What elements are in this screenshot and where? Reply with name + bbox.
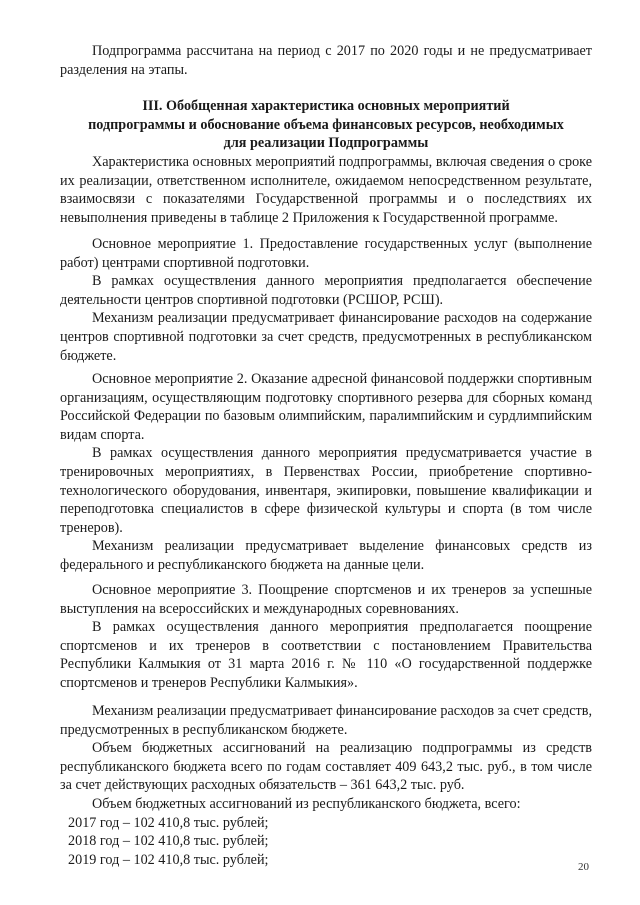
years-list [60,814,592,870]
year-item: 2017 год – 102 410,8 тыс. рублей; [68,814,269,831]
page-number: 20 [578,861,589,873]
intro-paragraph [60,42,592,79]
section-heading-line-2: подпрограммы и обоснование объема финансовых ресурсов, необходимых [88,116,564,133]
budget-volume-text: Объем бюджетных ассигнований на реализацию подпрограммы из средств республиканского бюджета всего по годам составляет 409 643,2 тыс. руб., в том числе за счет действующих расходных обязательств – 361 643,2 тыс. руб. [60,740,592,794]
measure-1-title: Основное мероприятие 1. Предоставление государственных услуг (выполнение работ) центрами спортивной подготовки. [60,236,592,271]
characteristic-paragraph [60,153,592,227]
measure-3-title: Основное мероприятие 3. Поощрение спортсменов и их тренеров за успешные выступления на всероссийских и международных соревнованиях. [60,582,592,617]
final-mechanism-text: Механизм реализации предусматривает финансирование расходов за счет средств, предусмотренных в республиканском бюджете. [60,703,592,738]
year-item: 2018 год – 102 410,8 тыс. рублей; [68,833,269,850]
intro-text: Подпрограмма рассчитана на период с 2017 по 2020 годы и не предусматривает разделения на этапы. [60,43,592,78]
measure-1-text: В рамках осуществления данного мероприятия предполагается обеспечение деятельности центров спортивной подготовки (РСШОР, РСШ). [60,273,592,308]
measure-3 [60,581,592,693]
section-heading [60,97,592,153]
measure-2-title: Основное мероприятие 2. Оказание адресной финансовой поддержки спортивным организациям, осуществляющим подготовку спортивного резерва для сборных команд Российской Федерации по базовым олимпийским, паралимпийским и сурдлимпийским видам спорта. [60,371,592,443]
measure-2-text: В рамках осуществления данного мероприятия предусматривается участие в тренировочных мероприятиях, в Первенствах России, приобретение спортивно-технологического оборудования, инвентаря, экипировки, повышение квалификации и переподготовка специалистов в сфере физической культуры и спорта (в том числе тренеров). [60,445,592,536]
section-heading-line-1: III. Обобщенная характеристика основных мероприятий [142,98,510,114]
measure-1 [60,235,592,365]
measure-3-text: В рамках осуществления данного мероприятия предполагается поощрение спортсменов и их тренеров в соответствии с постановлением Правительства Республики Калмыкия от 31 марта 2016 г. № 110 «О государственной поддержке спортсменов и тренеров Республики Калмыкия». [60,619,592,691]
characteristic-text: Характеристика основных мероприятий подпрограммы, включая сведения о сроке их реализации, ответственном исполнителе, ожидаемом непосредственном результате, взаимосвязи с показателями Государственной программы и о последствиях их невыполнения приведены в таблице 2 Приложения к Государственной программе. [60,154,592,226]
measure-2-mechanism: Механизм реализации предусматривает выделение финансовых средств из федерального и республиканского бюджета на данные цели. [60,538,592,573]
measure-1-mechanism: Механизм реализации предусматривает финансирование расходов на содержание центров спортивной подготовки за счет средств, предусмотренных в республиканском бюджете. [60,310,592,364]
budget-volume-rb-text: Объем бюджетных ассигнований из республиканского бюджета, всего: [92,795,521,812]
section-heading-line-3: для реализации Подпрограммы [223,135,429,152]
measure-2 [60,370,592,575]
financing-section [60,702,592,869]
year-item: 2019 год – 102 410,8 тыс. рублей; [68,851,269,868]
